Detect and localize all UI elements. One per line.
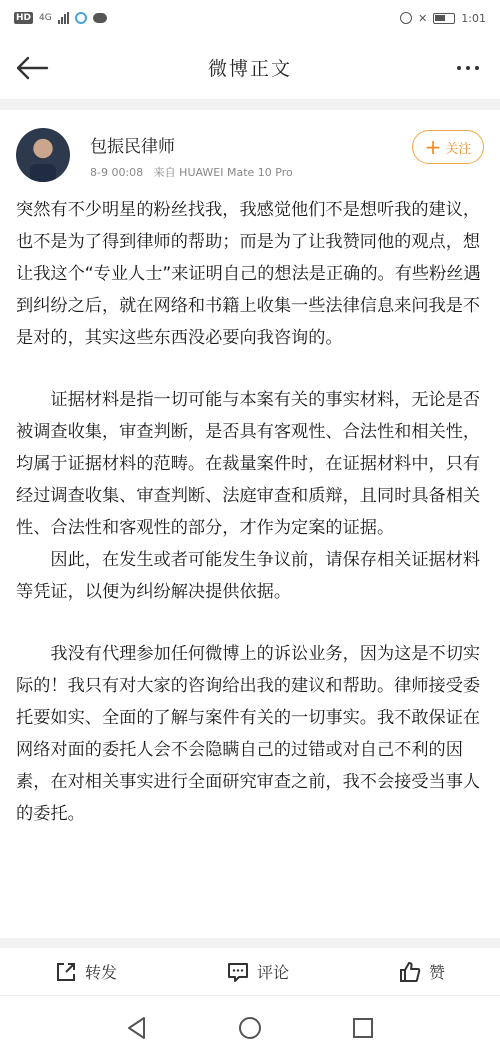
repost-label: 转发 (84, 963, 117, 982)
follow-button[interactable] (412, 130, 484, 164)
follow-label: 关注 (445, 141, 472, 157)
source-prefix: 来自 (153, 166, 176, 179)
author-header (0, 120, 500, 190)
comment-icon (227, 961, 249, 983)
like-button[interactable] (399, 960, 445, 983)
comment-label: 评论 (256, 963, 289, 982)
page-title: 微博正文 (207, 58, 292, 80)
battery-icon (433, 13, 455, 24)
more-button[interactable] (448, 56, 488, 80)
more-dot (475, 66, 479, 70)
network-label: 4G (39, 13, 52, 23)
repost-icon (55, 961, 77, 983)
status-right (400, 12, 486, 25)
post-content (16, 194, 486, 830)
system-recent-button[interactable] (348, 1013, 378, 1043)
post-source: HUAWEI Mate 10 Pro (179, 166, 293, 179)
system-home-button[interactable] (235, 1013, 265, 1043)
arrow-left-icon (15, 56, 49, 80)
header-divider (0, 100, 500, 110)
weibo-notification-icon (93, 13, 107, 23)
thumbs-up-icon (399, 961, 421, 983)
more-dot (466, 66, 470, 70)
mute-icon: ✕ (418, 11, 428, 25)
system-back-button[interactable] (122, 1013, 152, 1043)
circle-home-icon (238, 1016, 262, 1040)
status-bar (0, 0, 500, 36)
avatar[interactable] (16, 128, 70, 182)
repost-button[interactable] (55, 960, 117, 983)
like-label: 赞 (428, 963, 445, 982)
action-bar (0, 948, 500, 996)
hd-badge: HD (16, 13, 32, 23)
comment-button[interactable] (227, 960, 289, 983)
post-paragraph: 我没有代理参加任何微博上的诉讼业务，因为这是不切实际的！我只有对大家的咨询给出我的建议和帮助。律师接受委托要如实、全面的了解与案件有关的一切事实。我不敢保证在网络对面的委托人会不会隐瞒自己的过错或对自己不利的因素，在对相关事实进行全面研究审查之前，我不会接受当事人的委托。 (16, 644, 481, 824)
square-recent-icon (352, 1017, 374, 1039)
more-dots-icon (457, 66, 461, 70)
nav-header (0, 36, 500, 100)
status-left (14, 12, 107, 24)
content-divider (0, 938, 500, 948)
post-paragraph: 因此，在发生或者可能发生争议前，请保存相关证据材料等凭证，以便为纠纷解决提供依据。 (16, 550, 481, 602)
post-meta (90, 164, 293, 180)
clock: 1:01 (461, 11, 486, 25)
signal-icon (58, 12, 69, 24)
plus-icon: + (424, 135, 442, 159)
post-paragraph: 证据材料是指一切可能与本案有关的事实材料，无论是否被调查收集，审查判断，是否具有客观性、合法性和相关性，均属于证据材料的范畴。在裁量案件时，在证据材料中，只有经过调查收集、审查判断、法庭审查和质辩，且同时具备相关性、合法性和客观性的部分，才作为定案的证据。 (16, 390, 481, 538)
post-paragraph: 突然有不少明星的粉丝找我，我感觉他们不是想听我的建议，也不是为了得到律师的帮助；而是为了让我赞同他的观点，想让我这个“专业人士”来证明自己的想法是正确的。有些粉丝遇到纠纷之后，就在网络和书籍上收集一些法律信息来问我是不是对的，其实这些东西没必要向我咨询的。 (16, 200, 481, 348)
author-name[interactable]: 包振民律师 (90, 137, 175, 157)
triangle-back-icon (126, 1016, 148, 1040)
app-notification-icon (75, 12, 87, 24)
alarm-icon (400, 12, 412, 24)
back-button[interactable] (12, 50, 52, 86)
post-time: 8-9 00:08 (90, 166, 144, 179)
system-nav-bar (0, 1000, 500, 1056)
